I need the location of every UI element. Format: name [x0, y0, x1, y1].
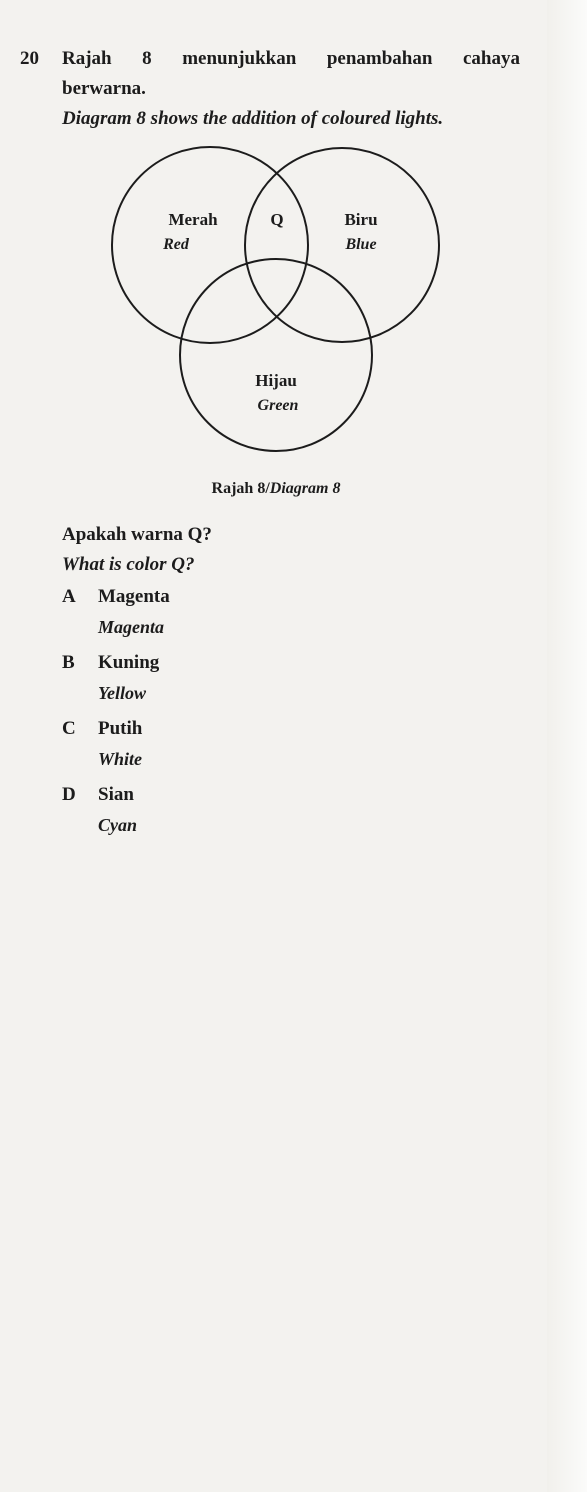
option-text: [98, 780, 137, 840]
option-c[interactable]: [62, 714, 170, 774]
green-label-ms: Hijau: [255, 371, 297, 390]
option-b[interactable]: [62, 648, 170, 708]
option-text: [98, 648, 159, 708]
green-label-en: Green: [257, 397, 299, 414]
option-text: [98, 582, 170, 642]
option-a[interactable]: [62, 582, 170, 642]
prompt-en: What is color Q?: [62, 554, 195, 575]
option-letter: A: [62, 586, 76, 607]
question-number: 20: [20, 48, 39, 69]
question-text-ms-line2: berwarna.: [62, 78, 146, 99]
option-ms: Magenta: [98, 586, 170, 607]
blue-circle: [245, 148, 439, 342]
prompt-ms: Apakah warna Q?: [62, 524, 212, 545]
caption-ms: Rajah 8/: [211, 480, 270, 497]
question-prompt: [62, 520, 212, 580]
option-text: [98, 714, 142, 774]
option-letter: C: [62, 718, 76, 739]
option-en: Cyan: [98, 815, 138, 835]
option-d[interactable]: [62, 780, 170, 840]
blue-label-ms: Biru: [344, 210, 378, 229]
red-label-ms: Merah: [168, 210, 218, 229]
option-en: White: [98, 749, 143, 769]
green-circle: [180, 259, 372, 451]
red-label-en: Red: [163, 236, 189, 253]
option-en: Magenta: [98, 617, 165, 637]
answer-options: [62, 582, 170, 846]
blue-label-en: Blue: [345, 236, 377, 253]
option-en: Yellow: [98, 683, 146, 703]
red-circle: [112, 147, 308, 343]
venn-diagram: [0, 0, 587, 520]
diagram-caption: [212, 480, 341, 497]
question-text-ms-line1: Rajah 8 menunjukkan penambahan cahaya: [62, 48, 520, 69]
option-letter: B: [62, 652, 75, 673]
option-ms: Putih: [98, 718, 143, 739]
question-text-en: Diagram 8 shows the addition of coloured lights.: [62, 108, 444, 129]
caption-en: Diagram 8: [269, 480, 341, 497]
option-ms: Sian: [98, 784, 134, 805]
option-ms: Kuning: [98, 652, 160, 673]
option-letter: D: [62, 784, 76, 805]
q-region-label: Q: [270, 210, 284, 229]
